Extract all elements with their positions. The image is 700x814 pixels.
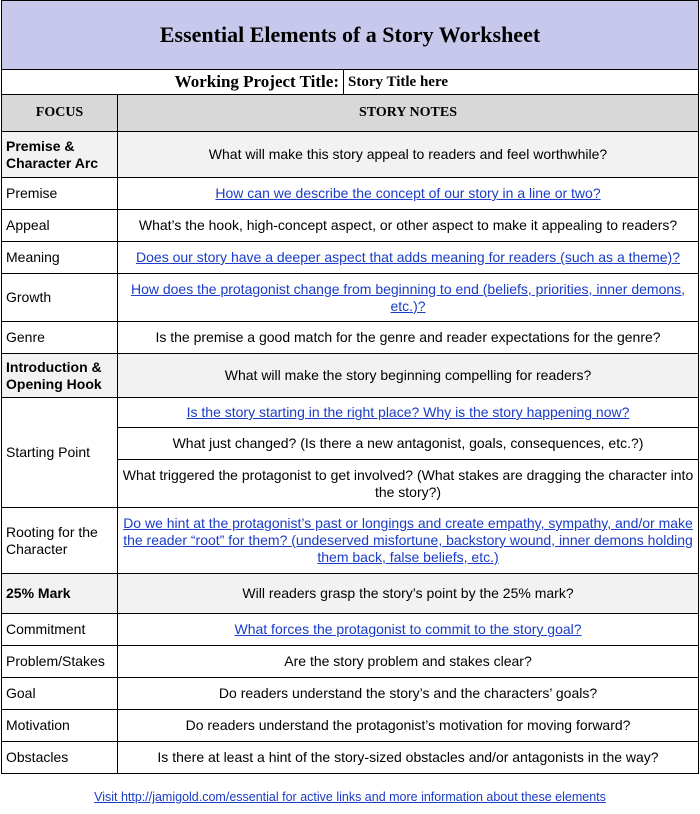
table-row (2, 508, 699, 574)
title-row (2, 1, 699, 70)
focus-cell: 25% Mark (2, 574, 118, 614)
focus-cell: Motivation (2, 710, 118, 742)
table-row (2, 678, 699, 710)
note-cell: Is there at least a hint of the story-sized obstacles and/or antagonists in the way? (118, 742, 699, 774)
worksheet-table (1, 0, 699, 774)
note-cell: What just changed? (Is there a new antagonist, goals, consequences, etc.?) (118, 428, 699, 460)
note-cell: Do readers understand the protagonist’s motivation for moving forward? (118, 710, 699, 742)
note-link[interactable]: Do we hint at the protagonist’s past or longings and create empathy, sympathy, and/or make the reader “root” for them? (undeserved misfortune, backstory wound, inner demons holding them back, false beliefs, etc.) (118, 508, 699, 574)
table-row (2, 710, 699, 742)
focus-cell: Appeal (2, 210, 118, 242)
focus-cell: Introduction & Opening Hook (2, 354, 118, 398)
project-title-field[interactable]: Story Title here (344, 70, 699, 95)
focus-cell: Problem/Stakes (2, 646, 118, 678)
project-title-row (2, 70, 699, 95)
note-cell: What’s the hook, high-concept aspect, or other aspect to make it appealing to readers? (118, 210, 699, 242)
table-row (2, 742, 699, 774)
project-title-label: Working Project Title: (2, 70, 344, 95)
note-link[interactable]: Is the story starting in the right place? Why is the story happening now? (118, 398, 699, 428)
table-row (2, 614, 699, 646)
focus-cell: Premise & Character Arc (2, 132, 118, 178)
table-row (2, 210, 699, 242)
note-cell: What triggered the protagonist to get involved? (What stakes are dragging the character into the story?) (118, 460, 699, 508)
focus-cell: Growth (2, 274, 118, 322)
story-notes-header: STORY NOTES (118, 95, 699, 132)
focus-header: FOCUS (2, 95, 118, 132)
table-row (2, 178, 699, 210)
table-row (2, 646, 699, 678)
note-link[interactable]: How does the protagonist change from beginning to end (beliefs, priorities, inner demons, etc.)? (118, 274, 699, 322)
focus-cell: Premise (2, 178, 118, 210)
table-row (2, 398, 699, 428)
focus-cell: Meaning (2, 242, 118, 274)
note-cell: What will make the story beginning compelling for readers? (118, 354, 699, 398)
focus-cell: Genre (2, 322, 118, 354)
note-cell: Do readers understand the story’s and the characters’ goals? (118, 678, 699, 710)
focus-cell: Goal (2, 678, 118, 710)
note-cell: Is the premise a good match for the genre and reader expectations for the genre? (118, 322, 699, 354)
table-row (2, 354, 699, 398)
footer-link[interactable]: Visit http://jamigold.com/essential for active links and more information about these elements (94, 790, 606, 804)
table-row (2, 322, 699, 354)
table-row (2, 274, 699, 322)
note-link[interactable]: Does our story have a deeper aspect that adds meaning for readers (such as a theme)? (118, 242, 699, 274)
worksheet (1, 0, 698, 774)
note-cell: What will make this story appeal to readers and feel worthwhile? (118, 132, 699, 178)
note-cell: Are the story problem and stakes clear? (118, 646, 699, 678)
column-header-row (2, 95, 699, 132)
note-link[interactable]: How can we describe the concept of our story in a line or two? (118, 178, 699, 210)
table-row (2, 132, 699, 178)
note-link[interactable]: What forces the protagonist to commit to the story goal? (118, 614, 699, 646)
worksheet-title: Essential Elements of a Story Worksheet (2, 1, 699, 70)
focus-cell: Starting Point (2, 398, 118, 508)
focus-cell: Obstacles (2, 742, 118, 774)
focus-cell: Commitment (2, 614, 118, 646)
table-row (2, 574, 699, 614)
focus-cell: Rooting for the Character (2, 508, 118, 574)
note-cell: Will readers grasp the story’s point by the 25% mark? (118, 574, 699, 614)
table-row (2, 242, 699, 274)
